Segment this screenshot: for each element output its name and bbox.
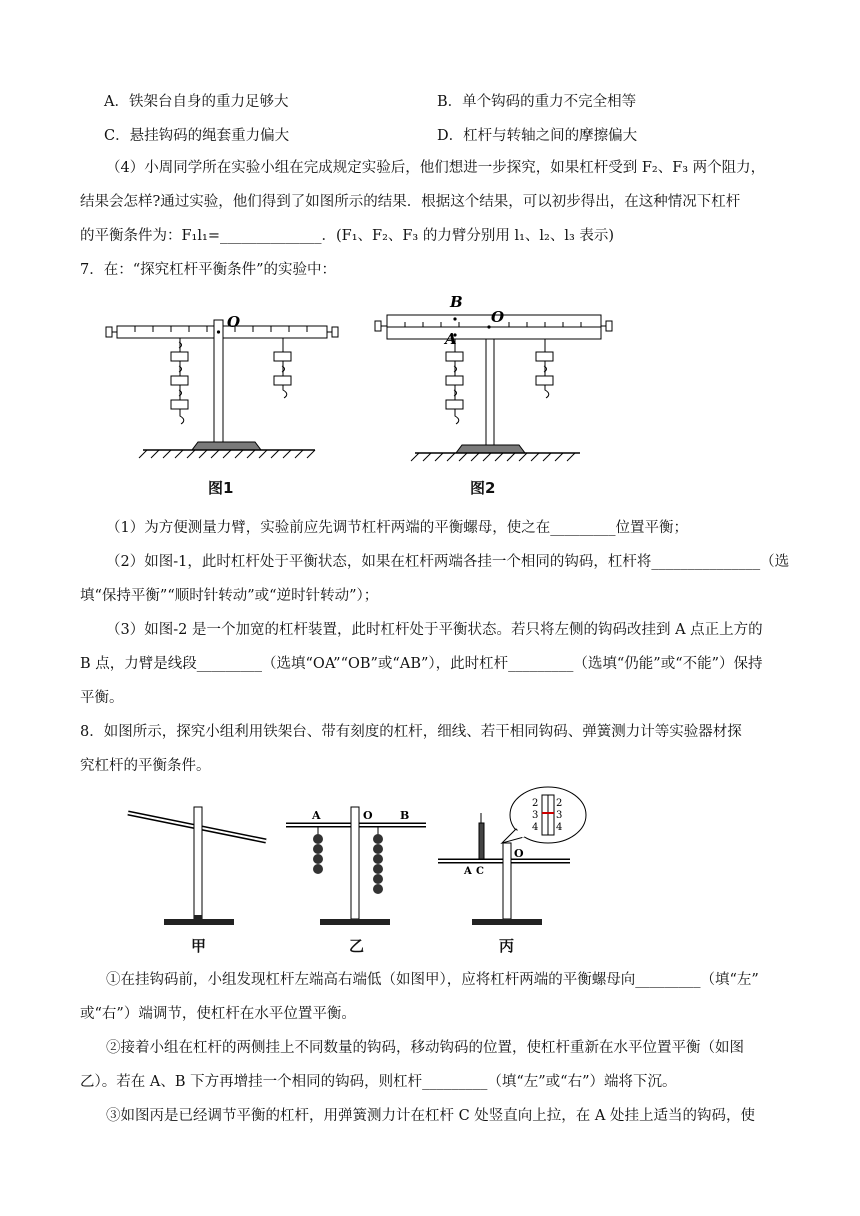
- q8-line1: 8．如图所示，探究小组利用铁架台、带有刻度的杠杆，细线、若干相同钩码、弹簧测力计等实验器材探: [80, 724, 742, 740]
- q7-p3-line2: B 点，力臂是线段_________（选填“OA”“OB”或“AB”），此时杠杆_________（选填“仍能”或“不能”）保持: [80, 656, 763, 672]
- scale-left-3: 3: [532, 810, 539, 821]
- q7-title: 7．在：“探究杠杆平衡条件”的实验中：: [80, 262, 337, 278]
- fig1-o-label: O: [227, 313, 241, 331]
- fig2-caption: 图2: [470, 479, 496, 497]
- scale-right-3: 3: [556, 810, 563, 821]
- option-d: D．杠杆与转轴之间的摩擦偏大: [437, 128, 638, 144]
- q6-part4-line1: （4）小周同学所在实验小组在完成规定实验后，他们想进一步探究，如果杠杆受到 F₂、F₃ 两个阻力，: [106, 160, 766, 176]
- q8-line2: 究杠杆的平衡条件。: [80, 758, 211, 774]
- q7-p3-line1: （3）如图-2 是一个加宽的杠杆装置，此时杠杆处于平衡状态。若只将左侧的钩码改挂到 A 点正上方的: [106, 622, 763, 638]
- figure-2-lever: [375, 293, 612, 461]
- fig1-caption: 图1: [208, 479, 234, 497]
- q6-part4-line3: 的平衡条件为：F₁l₁=______________．(F₁、F₂、F₃ 的力臂分别用 l₁、l₂、l₃ 表示): [80, 228, 615, 244]
- fig-bing-a-label: A: [464, 866, 472, 877]
- q7-p2-line2: 填“保持平衡”“顺时针转动”或“逆时针转动”）；: [80, 588, 379, 604]
- fig-yi-a-label: A: [312, 809, 321, 822]
- fig2-a-label: A: [445, 330, 457, 348]
- figure-1-lever: [106, 313, 338, 458]
- scale-left-4: 4: [532, 822, 539, 833]
- q6-part4-line2: 结果会怎样?通过实验，他们得到了如图所示的结果．根据这个结果，可以初步得出，在这种情况下杠杆: [80, 194, 741, 210]
- fig-jia-caption: 甲: [191, 937, 207, 955]
- q7-figures: [95, 290, 620, 470]
- q8-s1-line2: 或“右”）端调节，使杠杆在水平位置平衡。: [80, 1006, 356, 1022]
- scale-left-2: 2: [532, 798, 539, 809]
- q8-s2-line2: 乙）。若在 A、B 下方再增挂一个相同的钩码，则杠杆_________（填“左”或“右”）端将下沉。: [80, 1074, 677, 1090]
- fig-bing-o-label: O: [514, 847, 524, 860]
- scale-right-4: 4: [556, 822, 563, 833]
- option-b: B．单个钩码的重力不完全相等: [437, 94, 637, 110]
- q8-s2-line1: ②接着小组在杠杆的两侧挂上不同数量的钩码，移动钩码的位置，使杠杆重新在水平位置平衡（如图: [106, 1040, 744, 1056]
- figure-bing-lever: [438, 787, 586, 925]
- fig2-b-label: B: [450, 293, 463, 311]
- scale-right-2: 2: [556, 798, 563, 809]
- option-a: A．铁架台自身的重力足够大: [104, 94, 289, 110]
- figure-yi-lever: [286, 807, 426, 925]
- fig-yi-b-label: B: [400, 809, 410, 822]
- fig-yi-caption: 乙: [349, 937, 365, 955]
- q7-p2-line1: （2）如图-1，此时杠杆处于平衡状态，如果在杠杆两端各挂一个相同的钩码，杠杆将_______________（选: [106, 554, 790, 570]
- fig-yi-o-label: O: [363, 809, 373, 822]
- fig-bing-c-label: C: [476, 866, 484, 877]
- q8-s3-line1: ③如图丙是已经调节平衡的杠杆，用弹簧测力计在杠杆 C 处竖直向上拉，在 A 处挂上适当的钩码，使: [106, 1108, 755, 1124]
- fig2-o-label: O: [491, 308, 505, 326]
- q7-p1: （1）为方便测量力臂，实验前应先调节杠杆两端的平衡螺母，使之在_________位置平衡；: [106, 520, 688, 536]
- q8-s1-line1: ①在挂钩码前，小组发现杠杆左端高右端低（如图甲），应将杠杆两端的平衡螺母向_________（填“左”: [106, 972, 759, 988]
- figure-jia-lever: [128, 807, 266, 925]
- fig-bing-caption: 丙: [499, 937, 515, 955]
- option-c: C．悬挂钩码的绳套重力偏大: [104, 128, 290, 144]
- q7-p3-line3: 平衡。: [80, 690, 124, 706]
